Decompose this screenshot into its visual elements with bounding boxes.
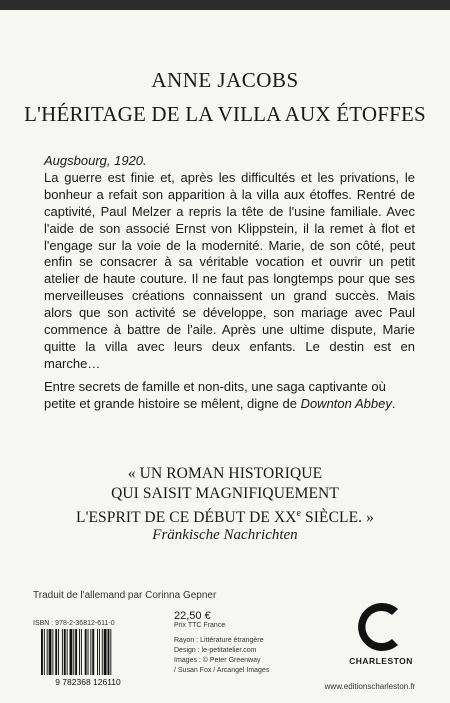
barcode-bar	[62, 629, 63, 679]
book-title: L'HÉRITAGE DE LA VILLA AUX ÉTOFFES	[24, 102, 426, 126]
translator-credit: Traduit de l'allemand par Corinna Gepner	[33, 590, 217, 601]
top-edge-bar	[0, 0, 450, 10]
barcode-bar	[99, 629, 100, 679]
review-line-3	[0, 504, 450, 528]
blurb-para2-italic: Downton Abbey	[300, 395, 392, 411]
review-quote	[0, 464, 450, 528]
price-note: Prix TTC France	[174, 622, 226, 629]
barcode-bar	[81, 629, 82, 679]
barcode-bar	[108, 629, 110, 679]
review-source: Fränkische Nachrichten	[152, 527, 298, 543]
barcode-bar	[85, 629, 87, 679]
blurb-para2-end: .	[391, 395, 396, 411]
barcode-bars	[41, 629, 111, 679]
barcode-bar	[41, 629, 43, 679]
barcode-bar	[55, 629, 57, 679]
barcode-bar	[110, 629, 111, 679]
barcode-bar	[49, 629, 52, 679]
barcode-bar	[47, 629, 48, 679]
isbn-text: ISBN : 978-2-36812-611-0	[33, 620, 115, 627]
barcode-bar	[97, 629, 98, 679]
review-line-3-end: SIÈCLE. »	[301, 509, 374, 527]
barcode-bar	[58, 629, 59, 679]
barcode-bar	[52, 629, 53, 679]
publisher-name: CHARLESTON	[349, 656, 413, 666]
credit-line: / Susan Fox / Arcangel Images	[174, 667, 270, 674]
author-name: ANNE JACOBS	[151, 68, 299, 92]
credit-line: Images : © Peter Greenway	[174, 657, 261, 664]
review-line-3-sup: e	[296, 508, 302, 519]
barcode-bar	[70, 629, 73, 679]
blurb-para2-lead: Entre secrets de famille et non-dits, une saga captivante où petite et grande histoire se mêlent, digne de	[44, 379, 386, 411]
barcode-bar	[44, 629, 45, 679]
barcode-bar	[102, 629, 103, 679]
review-line-1: « UN ROMAN HISTORIQUE	[127, 465, 323, 482]
review-line-3-lead: L'ESPRIT DE CE DÉBUT DE XX	[76, 509, 297, 527]
barcode-bar	[90, 629, 91, 679]
barcode	[38, 629, 138, 689]
barcode-bar	[73, 629, 74, 679]
barcode-bar	[79, 629, 80, 679]
blurb-paragraph-1	[44, 153, 415, 373]
credit-line: Design : le-petitatelier.com	[174, 647, 257, 654]
blurb-paragraph-2	[44, 379, 415, 413]
barcode-bar	[88, 629, 89, 679]
barcode-bar	[104, 629, 107, 679]
barcode-bar	[64, 629, 66, 679]
blurb-text: La guerre est finie et, après les difficultés et les privations, le bonheur a refait son apparition à la villa aux étoffes. Rentré de captivité, Paul Melzer a repris la tête de l'usine familiale. Avec l'aide de son associé Ernst von Klippstein, il la remet à flot et l'engage sur la voie de la modernité. Marie, de son côté, peut enfin se consacrer à sa véritable vocation et ouvrir un petit atelier de haute couture. Il ne faut pas longtemps pour que ses merveilleuses créations connaissent un grand succès. Mais alors que son activité se développe, son mariage avec Paul commence à battre de l'aile. Après une ultime dispute, Marie quitte la villa avec leurs deux enfants. Le destin est en marche…	[44, 169, 415, 371]
price: 22,50 €	[174, 610, 211, 622]
review-line-2: QUI SAISIT MAGNIFIQUEMENT	[111, 485, 339, 502]
barcode-digits: 9 782368 126110	[55, 677, 121, 687]
publisher-logo-icon	[354, 599, 410, 655]
blurb-dateline: Augsbourg, 1920.	[44, 153, 147, 168]
barcode-bar	[67, 629, 68, 679]
publisher-website: www.editionscharleston.fr	[324, 682, 416, 691]
barcode-bar	[92, 629, 94, 679]
credits-block	[174, 636, 269, 676]
barcode-bar	[75, 629, 77, 679]
credit-line: Rayon : Littérature étrangère	[174, 637, 264, 644]
